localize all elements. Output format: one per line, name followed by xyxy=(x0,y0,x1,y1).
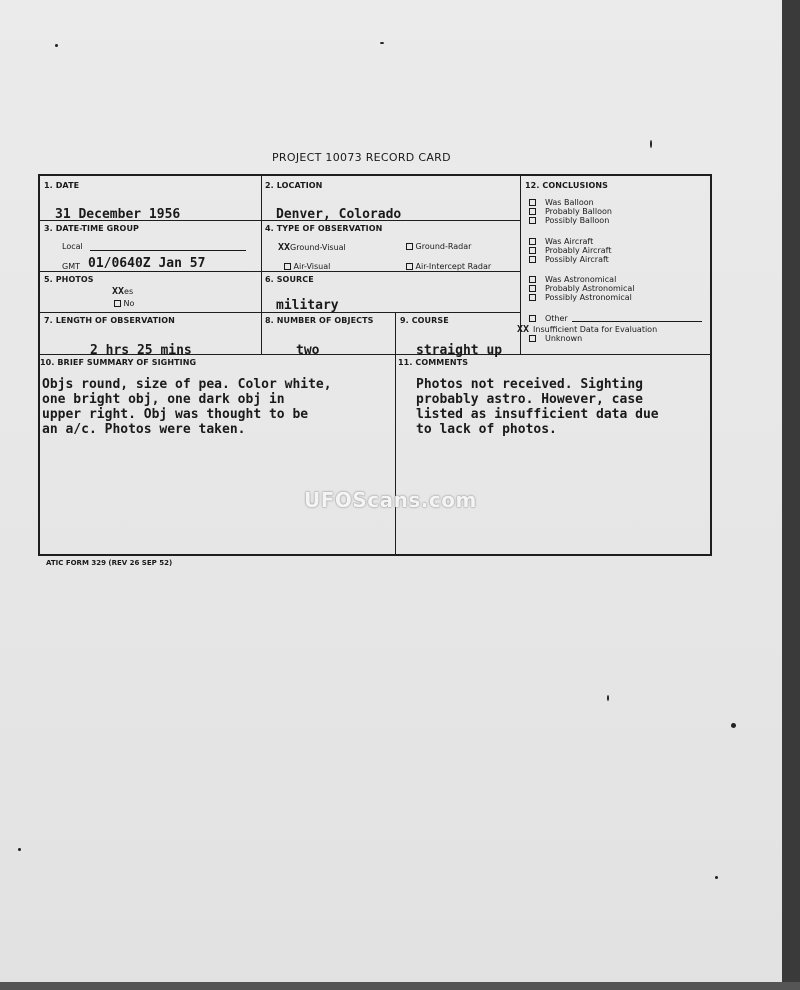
scan-speck xyxy=(607,695,609,701)
conclusion-item: Was Aircraft xyxy=(529,237,593,246)
conclusion-item: Probably Balloon xyxy=(529,207,612,216)
other-line xyxy=(572,321,702,322)
checkbox-icon xyxy=(529,217,536,224)
checkbox-icon xyxy=(529,199,536,206)
scan-speck xyxy=(55,44,58,47)
summary-label: 10. BRIEF SUMMARY OF SIGHTING xyxy=(40,358,197,367)
obs-air-intercept-text: Air-Intercept Radar xyxy=(415,262,492,271)
checkbox-icon xyxy=(529,315,536,322)
dtg-gmt-label: GMT xyxy=(62,262,80,271)
checkbox-icon xyxy=(529,335,536,342)
conclusion-x-mark: XX xyxy=(517,324,530,335)
comments-line: listed as insufficient data due xyxy=(416,407,659,422)
checkbox-icon xyxy=(529,294,536,301)
form-id: ATIC FORM 329 (REV 26 SEP 52) xyxy=(46,559,173,567)
conclusion-item: Other xyxy=(529,314,702,323)
date-value: 31 December 1956 xyxy=(55,207,181,222)
comments-line: to lack of photos. xyxy=(416,422,557,437)
length-value: 2 hrs 25 mins xyxy=(90,343,192,358)
photos-no-text: No xyxy=(123,299,135,308)
checkbox-icon xyxy=(284,263,291,270)
location-value: Denver, Colorado xyxy=(276,207,402,222)
comments-text xyxy=(416,377,659,437)
dtg-gmt-line xyxy=(86,271,246,272)
comments-line: Photos not received. Sighting xyxy=(416,377,643,392)
obs-type-x-mark: XX xyxy=(278,242,291,253)
conclusion-item-selected: XX Insufficient Data for Evaluation xyxy=(517,324,658,335)
checkbox-icon xyxy=(529,276,536,283)
photos-label: 5. PHOTOS xyxy=(44,275,94,284)
summary-line: Objs round, size of pea. Color white, xyxy=(42,377,332,392)
obs-type-label: 4. TYPE OF OBSERVATION xyxy=(265,224,383,233)
photos-yes-x-mark: XX xyxy=(112,286,125,297)
obs-air-intercept xyxy=(406,262,491,271)
course-label: 9. COURSE xyxy=(400,316,449,325)
scan-speck xyxy=(715,876,718,879)
conclusion-item: Probably Aircraft xyxy=(529,246,611,255)
summary-text xyxy=(42,377,332,437)
dtg-local-label: Local xyxy=(62,242,83,251)
dtg-label: 3. DATE-TIME GROUP xyxy=(44,224,139,233)
checkbox-icon xyxy=(529,256,536,263)
conclusion-item: Was Balloon xyxy=(529,198,594,207)
obs-air-visual xyxy=(284,262,330,271)
scan-edge-bottom xyxy=(0,982,800,990)
dtg-local-line xyxy=(90,250,246,251)
source-value: military xyxy=(276,298,339,313)
summary-line: an a/c. Photos were taken. xyxy=(42,422,246,437)
photos-yes-text: es xyxy=(124,287,134,296)
comments-label: 11. COMMENTS xyxy=(398,358,469,367)
conclusion-item: Possibly Aircraft xyxy=(529,255,609,264)
conclusion-item: Possibly Balloon xyxy=(529,216,609,225)
summary-line: one bright obj, one dark obj in xyxy=(42,392,285,407)
scan-speck xyxy=(731,723,736,728)
comments-line: probably astro. However, case xyxy=(416,392,643,407)
scan-edge-right xyxy=(782,0,800,990)
divider xyxy=(395,312,396,554)
checkbox-icon xyxy=(406,263,413,270)
conclusion-item: Possibly Astronomical xyxy=(529,293,632,302)
course-value: straight up xyxy=(416,343,503,358)
photos-no xyxy=(114,299,134,308)
scan-speck xyxy=(650,140,652,148)
card-title: PROJECT 10073 RECORD CARD xyxy=(272,151,451,164)
obs-ground-visual-text: Ground-Visual xyxy=(290,243,346,252)
divider xyxy=(261,176,262,354)
location-label: 2. LOCATION xyxy=(265,181,323,190)
checkbox-icon xyxy=(529,285,536,292)
conclusions-label: 12. CONCLUSIONS xyxy=(525,181,608,190)
conclusion-item: Was Astronomical xyxy=(529,275,616,284)
obs-ground-visual xyxy=(278,242,346,253)
watermark: UFOScans.com xyxy=(304,488,477,512)
photos-yes xyxy=(112,286,133,297)
checkbox-icon xyxy=(529,247,536,254)
checkbox-icon xyxy=(529,238,536,245)
checkbox-icon xyxy=(406,243,413,250)
obs-ground-radar-text: Ground-Radar xyxy=(415,242,472,251)
obs-ground-radar xyxy=(406,242,471,251)
length-label: 7. LENGTH OF OBSERVATION xyxy=(44,316,175,325)
dtg-gmt-value: 01/0640Z Jan 57 xyxy=(88,256,206,271)
summary-line: upper right. Obj was thought to be xyxy=(42,407,309,422)
conclusion-item: Probably Astronomical xyxy=(529,284,635,293)
num-objects-label: 8. NUMBER OF OBJECTS xyxy=(265,316,374,325)
checkbox-icon xyxy=(529,208,536,215)
checkbox-icon xyxy=(114,300,121,307)
num-objects-value: two xyxy=(296,343,320,358)
date-label: 1. DATE xyxy=(44,181,80,190)
obs-air-visual-text: Air-Visual xyxy=(293,262,331,271)
conclusion-item: Unknown xyxy=(529,334,582,343)
scan-speck xyxy=(18,848,21,851)
scan-speck xyxy=(380,42,384,44)
source-label: 6. SOURCE xyxy=(265,275,314,284)
